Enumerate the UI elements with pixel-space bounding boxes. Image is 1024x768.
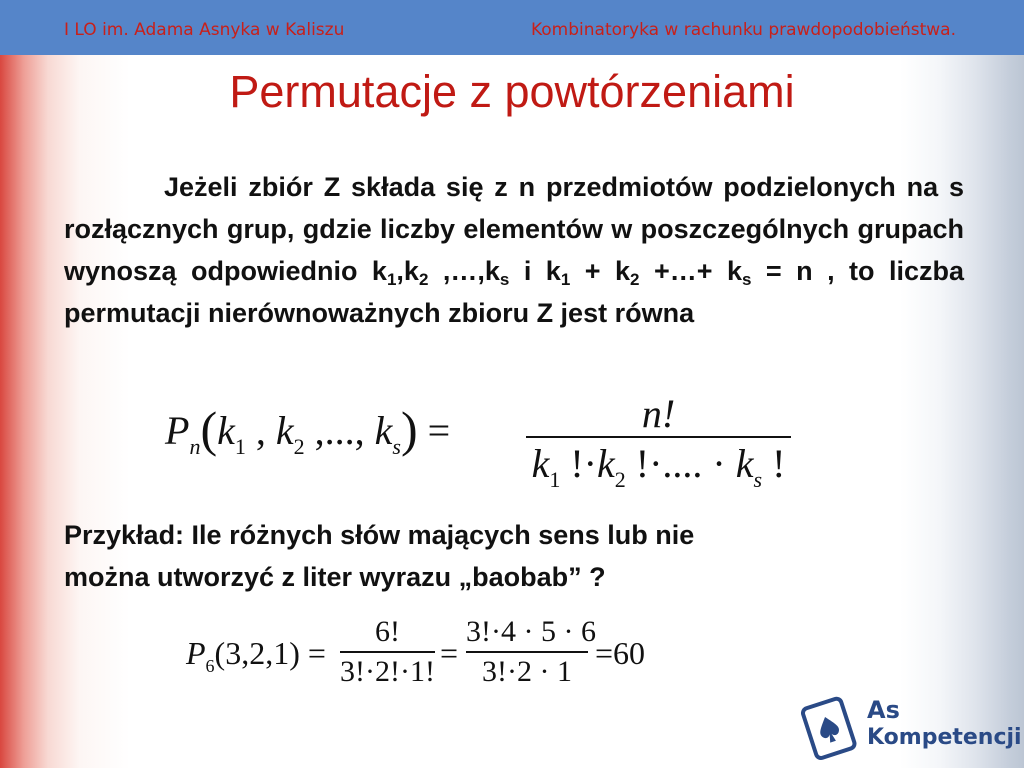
fraction-bar <box>340 651 435 653</box>
formula-example-fraction-2 <box>466 615 596 689</box>
logo-line-2: Kompetencji <box>867 725 1022 750</box>
header-course: Kombinatoryka w rachunku prawdopodobieństwa. <box>530 20 956 40</box>
fraction-2-numerator: 3!·4 · 5 · 6 <box>466 615 596 648</box>
formula-general-lhs: $P_n(k_1$ , $k_2$ ,..., $k_s$) = <box>165 401 451 459</box>
definition-paragraph: Jeżeli zbiór Z składa się z n przedmiotów podzielonych na s rozłącznych grup, gdzie liczby elementów w poszczególnych grupach wynoszą odpowiednio $k_1,k_2$ $,\dots,k_s$ i $k_1 + k_2$ +…+ $k_s = n$ , to liczba permutacji nierównoważnych zbioru Z jest równa <box>64 172 965 328</box>
formula-example-lhs: $P_6(3,2,1)$ = <box>186 635 326 676</box>
formula-general-fraction <box>526 390 791 492</box>
formula-example-eq2: = <box>440 635 459 671</box>
formula-general-denominator: $k_1$ $!\cdot k_2$ !·.... · $k_s$ ! <box>531 441 786 492</box>
header-bar <box>0 0 1024 55</box>
card-spade-icon <box>795 694 865 764</box>
as-kompetencji-logo <box>795 688 1020 766</box>
example-line-1: Przykład: Ile różnych słów mających sens lub nie <box>64 520 695 550</box>
logo-line-1: As <box>867 696 900 724</box>
slide-title: Permutacje z powtórzeniami <box>229 66 795 117</box>
fraction-bar <box>526 436 791 438</box>
logo-text <box>867 696 1022 752</box>
fraction-1-denominator: 3!·2!·1! <box>340 655 435 688</box>
fraction-2-denominator: 3!·2 · 1 <box>482 655 572 688</box>
fraction-bar <box>466 651 588 653</box>
formula-general-numerator: n! <box>641 391 676 436</box>
fraction-1-numerator: 6! <box>375 615 400 648</box>
example-question <box>64 514 964 598</box>
formula-example-result: =60 <box>595 635 646 671</box>
header-school: I LO im. Adama Asnyka w Kaliszu <box>64 20 345 40</box>
formula-example-fraction-1 <box>340 615 435 689</box>
example-line-2: można utworzyć z liter wyrazu „baobab” ? <box>64 562 606 592</box>
